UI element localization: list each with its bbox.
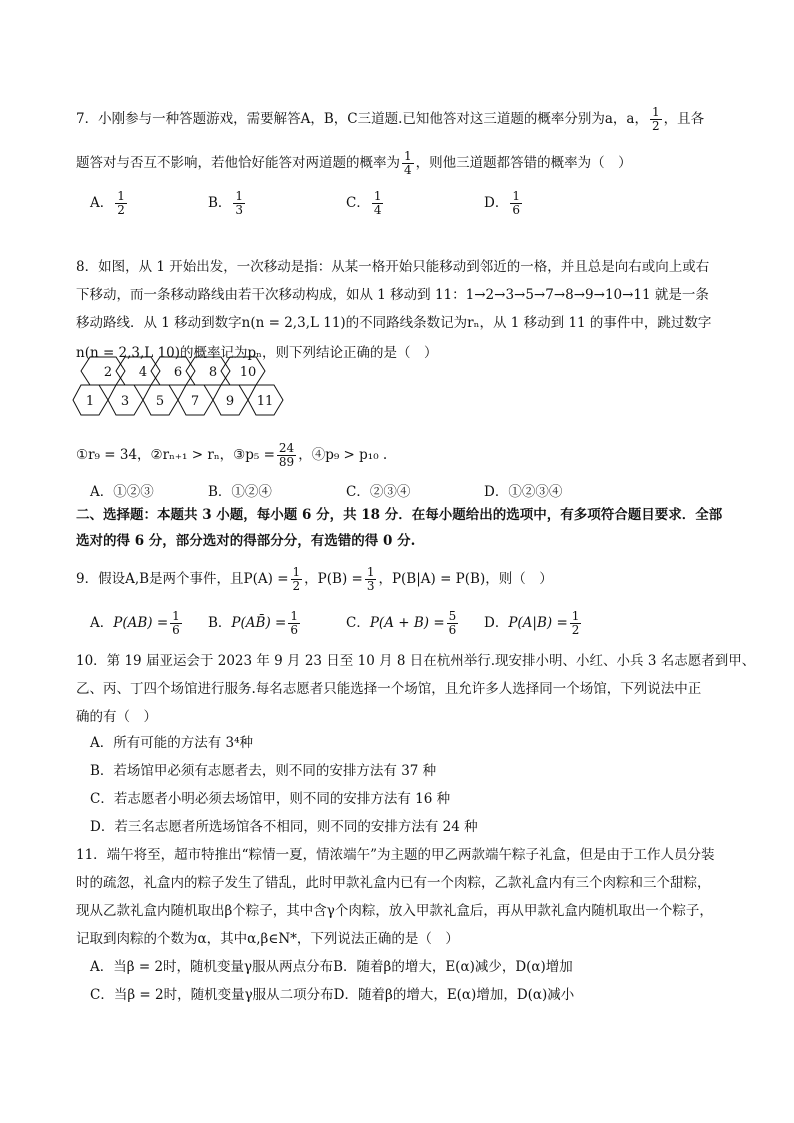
section2-heading-line1: 二、选择题：本题共 3 小题，每小题 6 分，共 18 分．在每小题给出的选项中，有多项符合题目要求．全部 <box>76 507 723 523</box>
option-frac <box>510 190 522 217</box>
q10-stem-line2: 乙、丙、丁四个场馆进行服务.每名志愿者只能选择一个场馆，且允许多人选择同一个场馆，下列说法中正 <box>76 681 702 697</box>
q9-frac-pa <box>291 566 303 593</box>
frac-den: 3 <box>235 203 244 217</box>
frac-num: 1 <box>373 189 382 203</box>
option-label: C． <box>346 484 370 500</box>
frac-num: 24 <box>278 441 295 455</box>
q9-option-d[interactable] <box>484 610 583 637</box>
option-text: ①②④ <box>231 484 272 500</box>
frac-den: 6 <box>290 623 298 637</box>
q7-stem-line2 <box>76 150 632 177</box>
q8-stem-line2: 下移动，而一条移动路线由若干次移动构成，如从 1 移动到 11：1→2→3→5→7→8→9→10→11 就是一条 <box>76 287 709 303</box>
q8-conclusions <box>76 442 387 469</box>
q7-frac-half <box>650 106 662 133</box>
option-frac <box>570 610 582 637</box>
frac-num: 1 <box>235 189 244 203</box>
hex-label: 2 <box>103 365 113 380</box>
q9-stem-text-c: ，P(B|A) = P(B)，则（ ） <box>378 571 553 587</box>
q8-stem-line3: 移动路线．从 1 移动到数字n(n = 2,3,L 11)的不同路线条数记为rₙ，从 1 移动到 11 的事件中，跳过数字 <box>76 315 712 331</box>
option-frac <box>288 610 300 637</box>
frac-den: 2 <box>117 203 125 217</box>
option-text: P(A + B) = <box>369 615 445 631</box>
q11-options-ab[interactable]: A．当β = 2时，随机变量γ服从两点分布B．随着β的增大，E(α)减少，D(α)增加 <box>90 959 573 975</box>
hex-label: 8 <box>208 365 218 380</box>
option-label: B． <box>208 615 232 631</box>
q9-stem-text: 9．假设A,B是两个事件，且P(A) = <box>76 571 289 587</box>
option-frac <box>170 610 182 637</box>
option-frac <box>115 190 127 217</box>
option-label: A． <box>90 484 114 500</box>
q9-frac-pb <box>365 566 377 593</box>
frac-num: 1 <box>292 565 301 579</box>
hex-label: 6 <box>173 365 183 380</box>
option-frac <box>372 190 384 217</box>
q11-stem-line2: 时的疏忽，礼盒内的粽子发生了错乱，此时甲款礼盒内已有一个肉粽，乙款礼盒内有三个肉粽和三个甜粽， <box>76 875 711 891</box>
frac-num: 1 <box>172 609 180 623</box>
frac-num: 1 <box>366 565 375 579</box>
hex-label: 1 <box>85 394 95 409</box>
option-label: D． <box>484 615 509 631</box>
frac-den: 4 <box>404 163 412 177</box>
frac-num: 1 <box>512 189 520 203</box>
option-label: C． <box>346 195 370 211</box>
option-frac <box>233 190 245 217</box>
hex-label: 4 <box>138 365 148 380</box>
q8-option-b[interactable] <box>208 480 272 500</box>
frac-den: 2 <box>651 119 660 133</box>
q8-option-d[interactable] <box>484 480 562 500</box>
q8-stem-line4: n(n = 2,3,L 10)的概率记为pₙ，则下列结论正确的是（ ） <box>76 345 438 361</box>
q10-stem-line3: 确的有（ ） <box>76 709 157 725</box>
q10-option-a[interactable]: A．所有可能的方法有 3⁴种 <box>90 735 254 751</box>
q8-conclusions-text: ①r₉ = 34，②rₙ₊₁ > rₙ，③p₅ = <box>76 447 275 463</box>
frac-num: 1 <box>117 189 125 203</box>
frac-den: 3 <box>366 579 375 593</box>
hexagon-grid-figure <box>72 352 302 422</box>
frac-num: 1 <box>290 609 298 623</box>
q8-option-c[interactable] <box>346 480 410 500</box>
q10-stem-line1: 10．第 19 届亚运会于 2023 年 9 月 23 日至 10 月 8 日在杭州举行.现安排小明、小红、小兵 3 名志愿者到甲、 <box>76 653 756 669</box>
q7-stem-line1 <box>76 106 704 133</box>
option-text: ①②③ <box>113 484 154 500</box>
q7-frac-quarter <box>402 150 414 177</box>
q7-text-2: 题答对与否互不影响，若他恰好能答对两道题的概率为 <box>76 155 400 171</box>
q11-stem-line3: 现从乙款礼盒内随机取出β个粽子，其中含γ个肉粽，放入甲款礼盒后，再从甲款礼盒内随机取出一个粽子， <box>76 903 713 919</box>
frac-num: 1 <box>571 609 580 623</box>
hex-label: 5 <box>155 394 165 409</box>
frac-den: 89 <box>278 455 295 469</box>
option-label: A． <box>90 195 114 211</box>
q11-stem-line4: 记取到肉粽的个数为α，其中α,β∈N*，下列说法正确的是（ ） <box>76 931 459 947</box>
frac-den: 6 <box>172 623 180 637</box>
option-label: B． <box>208 484 232 500</box>
q8-frac <box>277 442 296 469</box>
frac-num: 1 <box>404 149 412 163</box>
frac-den: 2 <box>292 579 301 593</box>
frac-den: 2 <box>571 623 580 637</box>
hexagon-grid-svg <box>72 352 302 422</box>
q9-option-c[interactable] <box>346 610 460 637</box>
q10-option-c[interactable]: C．若志愿者小明必须去场馆甲，则不同的安排方法有 16 种 <box>90 791 451 807</box>
option-label: D． <box>484 484 509 500</box>
q9-stem <box>76 566 553 593</box>
q7-option-d[interactable] <box>484 190 524 217</box>
q7-text-1-end: ，且各 <box>663 111 705 127</box>
q11-stem-line1: 11．端午将至，超市特推出“粽情一夏，情浓端午”为主题的甲乙两款端午粽子礼盒，但是由于工作人员分装 <box>76 847 715 863</box>
option-text: ①②③④ <box>508 484 563 500</box>
hex-label: 7 <box>190 394 200 409</box>
frac-den: 6 <box>448 623 457 637</box>
q7-text-1: 7．小刚参与一种答题游戏，需要解答A，B，C三道题.已知他答对这三道题的概率分别为a，a， <box>76 111 648 127</box>
q8-option-a[interactable] <box>90 480 154 500</box>
section2-heading-line2: 选对的得 6 分，部分选对的得部分分，有选错的得 0 分. <box>76 533 416 549</box>
option-label: A． <box>90 615 114 631</box>
q10-option-b[interactable]: B．若场馆甲必须有志愿者去，则不同的安排方法有 37 种 <box>90 763 437 779</box>
hex-label: 9 <box>225 394 235 409</box>
option-label: B． <box>208 195 232 211</box>
q9-stem-text-b: ，P(B) = <box>304 571 363 587</box>
frac-num: 1 <box>651 105 660 119</box>
q7-text-2-end: ，则他三道题都答错的概率为（ ） <box>415 155 632 171</box>
q8-conclusions-end: ，④p₉ > p₁₀ . <box>298 447 388 463</box>
hex-label: 10 <box>239 365 257 380</box>
hex-label: 3 <box>120 394 130 409</box>
option-text: ②③④ <box>369 484 411 500</box>
frac-den: 4 <box>373 203 382 217</box>
option-label: D． <box>484 195 509 211</box>
frac-den: 6 <box>512 203 520 217</box>
option-text: P(AB̄) = <box>231 615 287 631</box>
hex-label: 11 <box>256 394 274 409</box>
q7-option-c[interactable] <box>346 190 385 217</box>
option-label: C． <box>346 615 370 631</box>
frac-num: 5 <box>448 609 457 623</box>
q11-options-cd[interactable]: C．当β = 2时，随机变量γ服从二项分布D．随着β的增大，E(α)增加，D(α)减小 <box>90 987 575 1003</box>
q10-option-d[interactable]: D．若三名志愿者所选场馆各不相同，则不同的安排方法有 24 种 <box>90 819 478 835</box>
q8-stem-line1: 8．如图，从 1 开始出发，一次移动是指：从某一格开始只能移动到邻近的一格，并且总是向右或向上或右 <box>76 259 710 275</box>
q9-option-a[interactable] <box>90 610 184 637</box>
q7-option-a[interactable] <box>90 190 129 217</box>
option-text: P(A|B) = <box>508 615 568 631</box>
q9-option-b[interactable] <box>208 610 302 637</box>
q7-option-b[interactable] <box>208 190 247 217</box>
option-text: P(AB) = <box>113 615 169 631</box>
option-frac <box>447 610 459 637</box>
